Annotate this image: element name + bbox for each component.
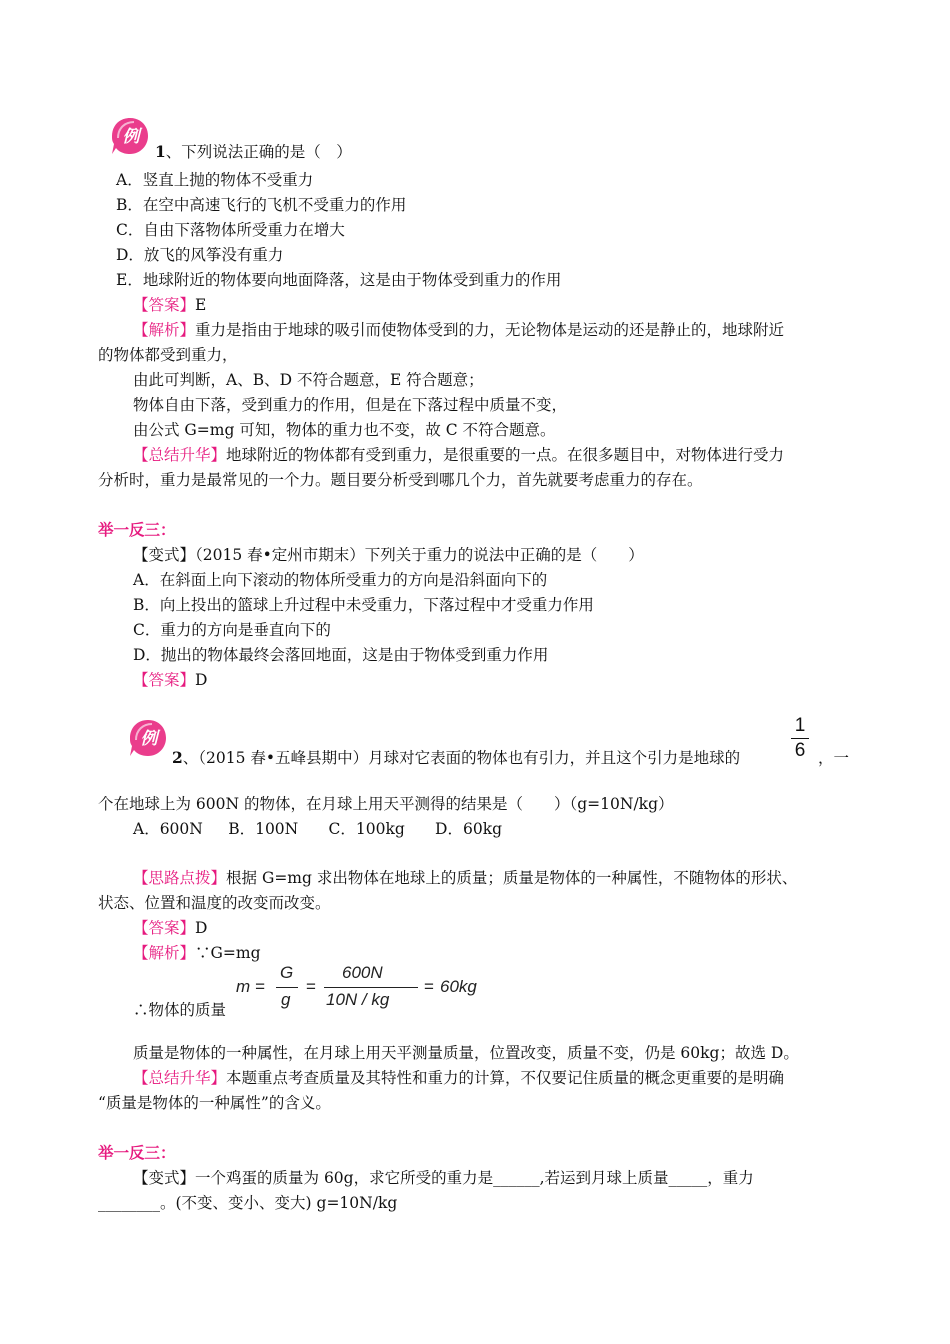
ex2-summary-line2: “质量是物体的一种属性”的含义。	[98, 1094, 331, 1112]
var1-option-a: A．在斜面上向下滚动的物体所受重力的方向是沿斜面向下的	[133, 571, 548, 589]
answer-tag: 【答案】	[133, 919, 196, 937]
ex2-hint-line1: 【思路点拨】根据 G=mg 求出物体在地球上的质量；质量是物体的一种属性，不随物体的形状、	[133, 869, 798, 887]
ex1-number: 1	[155, 142, 166, 161]
ex1-option-e: E．地球附近的物体要向地面降落，这是由于物体受到重力的作用	[116, 271, 562, 289]
variant-tag: 【变式】	[133, 1169, 196, 1187]
ex2-hint-line2: 状态、位置和温度的改变而改变。	[98, 894, 331, 912]
example-badge-icon	[128, 718, 168, 758]
ex1-option-c: C．自由下落物体所受重力在增大	[116, 221, 345, 239]
ex2-number: 2	[172, 748, 183, 767]
ex1-analysis-line3: 由此可判断，A、B、D 不符合题意，E 符合题意；	[133, 371, 484, 389]
ex2-question-line2: 个在地球上为 600N 的物体，在月球上用天平测得的结果是（ ）（g=10N/kg）	[98, 795, 674, 813]
formula-f1-den: g	[281, 990, 291, 1009]
ex2-summary-line1: 【总结升华】本题重点考查质量及其特性和重力的计算，不仅要记住质量的概念更重要的是明确	[133, 1069, 785, 1087]
ex1-analysis-line4: 物体自由下落，受到重力的作用，但是在下落过程中质量不变，	[133, 396, 568, 414]
summary-tag: 【总结升华】	[133, 446, 227, 464]
mass-formula	[236, 962, 486, 1014]
ex2-analysis-line2: ∴物体的质量	[133, 1001, 227, 1019]
fraction-one-sixth: 1 6	[791, 716, 809, 761]
var1-question: 【变式】（2015 春•定州市期末）下列关于重力的说法中正确的是（ ）	[133, 546, 644, 564]
analysis-tag: 【解析】	[133, 944, 196, 962]
analysis-tag: 【解析】	[133, 321, 196, 339]
ex1-answer: 【答案】E	[133, 296, 207, 314]
example-badge-icon	[110, 116, 150, 156]
formula-eq2: =	[424, 977, 434, 996]
ex1-option-b: B．在空中高速飞行的飞机不受重力的作用	[116, 196, 407, 214]
var2-question-line1: 【变式】一个鸡蛋的质量为 60g，求它所受的重力是______,若运到月球上质量_____，重力	[133, 1169, 754, 1187]
ex1-analysis-line1: 【解析】重力是指由于地球的吸引而使物体受到的力，无论物体是运动的还是静止的，地球附近	[133, 321, 785, 339]
ex1-option-d: D．放飞的风筝没有重力	[116, 246, 284, 264]
formula-f2-num: 600N	[342, 963, 383, 982]
variant-heading: 举一反三：	[98, 1143, 176, 1162]
ex2-answer: 【答案】D	[133, 919, 208, 937]
ex2-question-line1: 2、（2015 春•五峰县期中）月球对它表面的物体也有引力，并且这个引力是地球的	[172, 748, 741, 767]
ex1-analysis-line5: 由公式 G=mg 可知，物体的重力也不变，故 C 不符合题意。	[133, 421, 556, 439]
answer-tag: 【答案】	[133, 671, 196, 689]
ex1-summary-line1: 【总结升华】地球附近的物体都有受到重力，是很重要的一点。在很多题目中，对物体进行受力	[133, 446, 785, 464]
var1-option-c: C．重力的方向是垂直向下的	[133, 621, 331, 639]
variant-tag: 【变式】	[133, 546, 196, 564]
svg-text:例: 例	[122, 127, 140, 147]
ex1-summary-line2: 分析时，重力是最常见的一个力。题目要分析受到哪几个力，首先就要考虑重力的存在。	[98, 471, 703, 489]
ex2-analysis-line3: 质量是物体的一种属性，在月球上用天平测量质量，位置改变，质量不变，仍是 60kg；故选 D。	[133, 1044, 799, 1062]
formula-rhs: 60kg	[440, 977, 477, 996]
ex2-options: A．600N B．100N C．100kg D．60kg	[133, 820, 503, 838]
ex2-question-line1-end: ，一	[818, 749, 850, 767]
answer-tag: 【答案】	[133, 296, 196, 314]
var1-option-d: D．抛出的物体最终会落回地面，这是由于物体受到重力作用	[133, 646, 549, 664]
ex2-analysis-line1: 【解析】∵G=mg	[133, 944, 261, 962]
svg-text:例: 例	[140, 729, 158, 749]
formula-lhs: m =	[236, 977, 265, 996]
variant-heading: 举一反三：	[98, 520, 176, 539]
var1-answer: 【答案】D	[133, 671, 208, 689]
var1-option-b: B．向上投出的篮球上升过程中未受重力，下落过程中才受重力作用	[133, 596, 594, 614]
ex1-analysis-line2: 的物体都受到重力，	[98, 346, 238, 364]
formula-eq: =	[306, 977, 316, 996]
ex1-option-a: A．竖直上抛的物体不受重力	[116, 171, 314, 189]
formula-f2-den: 10N / kg	[326, 990, 390, 1009]
hint-tag: 【思路点拨】	[133, 869, 227, 887]
formula-f1-num: G	[280, 963, 294, 982]
summary-tag: 【总结升华】	[133, 1069, 227, 1087]
var2-question-line2: ________。(不变、变小、变大) g=10N/kg	[98, 1194, 398, 1212]
ex1-question: 1、下列说法正确的是（ ）	[155, 142, 352, 161]
